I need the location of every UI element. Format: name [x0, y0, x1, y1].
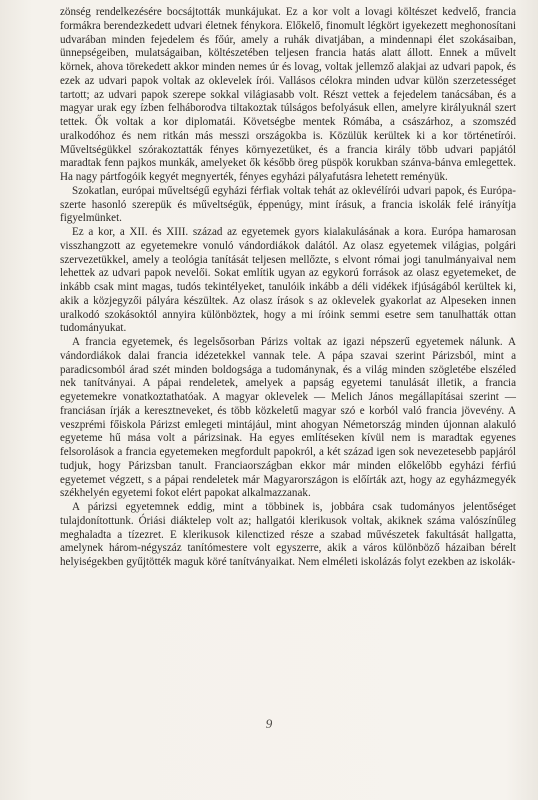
paragraph-4: A francia egyetemek, és legelsősorban Párizs voltak az igazi népszerű egyetemek nálunk. A vándordiákok dalai francia idézetekkel vannak tele. A pápa szavai szerint Párizsból, mint a paradicsomból árad szét minden boldogsága a tudománynak, és a világ minden szögletébe elszéled nek tanítványai. A pápai rendeletek, amelyek a papság egyetemi tanulását illetik, a francia egyetemekre vonatkoztathatóak. A magyar oklevelek — Melich János megállapításai szerint — franciásan írják a keresztneveket, és több közkeletű magyar szó e korból való francia jövevény. A veszprémi főiskola Párizst emlegeti mintájául, mint ahogyan Németország minden újonnan alakuló egyeteme hű mása volt a párizsinak. Ha egyes említéseken kívül nem is maradtak egyenes felsorolások a francia egyetemeken megfordult papokról, a két század igen sok nevezetesebb papjáról tudjuk, hogy Párizsban tanult. Franciaországban ekkor már minden előkelőbb egyházi férfiú egyetemet végzett, s a pápai rendeletek már Magyarországon is előírták azt, hogy az egyházmegyék székhelyén egyetemi fokot elért papokat alkalmazzanak. — [60, 336, 516, 500]
body-text — [60, 6, 516, 570]
paragraph-2: Szokatlan, európai műveltségű egyházi férfiak voltak tehát az oklevélírói udvari papok, és Európa-szerte hasonló szerepük és műveltségük, éppenúgy, mint írásuk, a francia iskolák felé irányítja figyelmünket. — [60, 184, 516, 225]
paragraph-1: zönség rendelkezésére bocsájtották munkájukat. Ez a kor volt a lovagi költészet kedvelő, francia formákra berendezkedett udvari életnek fénykora. Előkelő, finomult légkört igyekezett meghonosítani udvarában minden fejedelem és főúr, amely a ruhák divatjában, a mindennapi élet szokásaiban, ünnepségeiben, mulatságaiban, költészetében teljesen francia hatás alatt állott. Ennek a művelt körnek, ahova törekedett akkor minden nemes úr és lovag, voltak jellemző alakjai az udvari papok, és ezek az udvari papok voltak az oklevelek írói. Vallásos célokra minden udvar külön szerzetességet tartott; az udvari papok szerepe sokkal világiasabb volt. Részt vettek a fejedelem tanácsában, és a magyar urak egy ízben felháborodva tiltakoztak túlságos befolyásuk ellen, amelyre királyuknál szert tettek. Ők voltak a kor diplomatái. Követségbe mentek Rómába, a császárhoz, a szomszéd uralkodóhoz és nem ritkán más messzi országokba is. Közülük kerültek ki a kor történetírói. Műveltségükkel szórakoztatták fényes környezetüket, és a francia király több udvari papjától maradtak fenn pajkos munkák, amelyeket ők később öreg püspök korukban szánva-bánva emlegettek. Ha nagy pártfogóik kegyét megnyerték, fényes egyházi pályafutásra lehetett reményük. — [60, 6, 516, 183]
paragraph-3: Ez a kor, a XII. és XIII. század az egyetemek gyors kialakulásának a kora. Európa hamarosan visszhangzott az egyetemekre vonuló vándordiákok dalától. Az olasz egyetemek világias, polgári szervezetükkel, amely a teológia tanítását teljesen mellőzte, s elvont római jogi tanulmányaival nem lehettek az udvari papok nevelői. Sokat említik ugyan az egykorú források az olasz egyetemeket, de inkább csak mint magas, tudós tekintélyeket, tanulóik inkább a déli vidékek ifjúságából kerültek ki, akik a közjegyzői pályára készültek. Az olasz írások s az oklevelek gyakorlat az Alpeseken innen uralkodó szokásoktól annyira különböztek, hogy a mi íróink semmi esetre sem tanulhatták ottan tudományukat. — [60, 226, 516, 335]
page-number: 9 — [265, 716, 273, 731]
paragraph-5: A párizsi egyetemnek eddig, mint a többinek is, jobbára csak tudományos jelentőséget tulajdonítottunk. Óriási diáktelep volt az; hallgatói klerikusok voltak, akiknek száma valószínűleg meghaladta a tízezret. E klerikusok kilenctized része a szabad művészetek fakultását hallgatta, amelynek három-négyszáz tanítómestere volt egyszerre, akik a város különböző házaiban bérelt helyiségekben gyűjtötték maguk köré tanítványaikat. Nem elméleti iskolázás folyt ezekben az iskolák- — [60, 501, 516, 568]
